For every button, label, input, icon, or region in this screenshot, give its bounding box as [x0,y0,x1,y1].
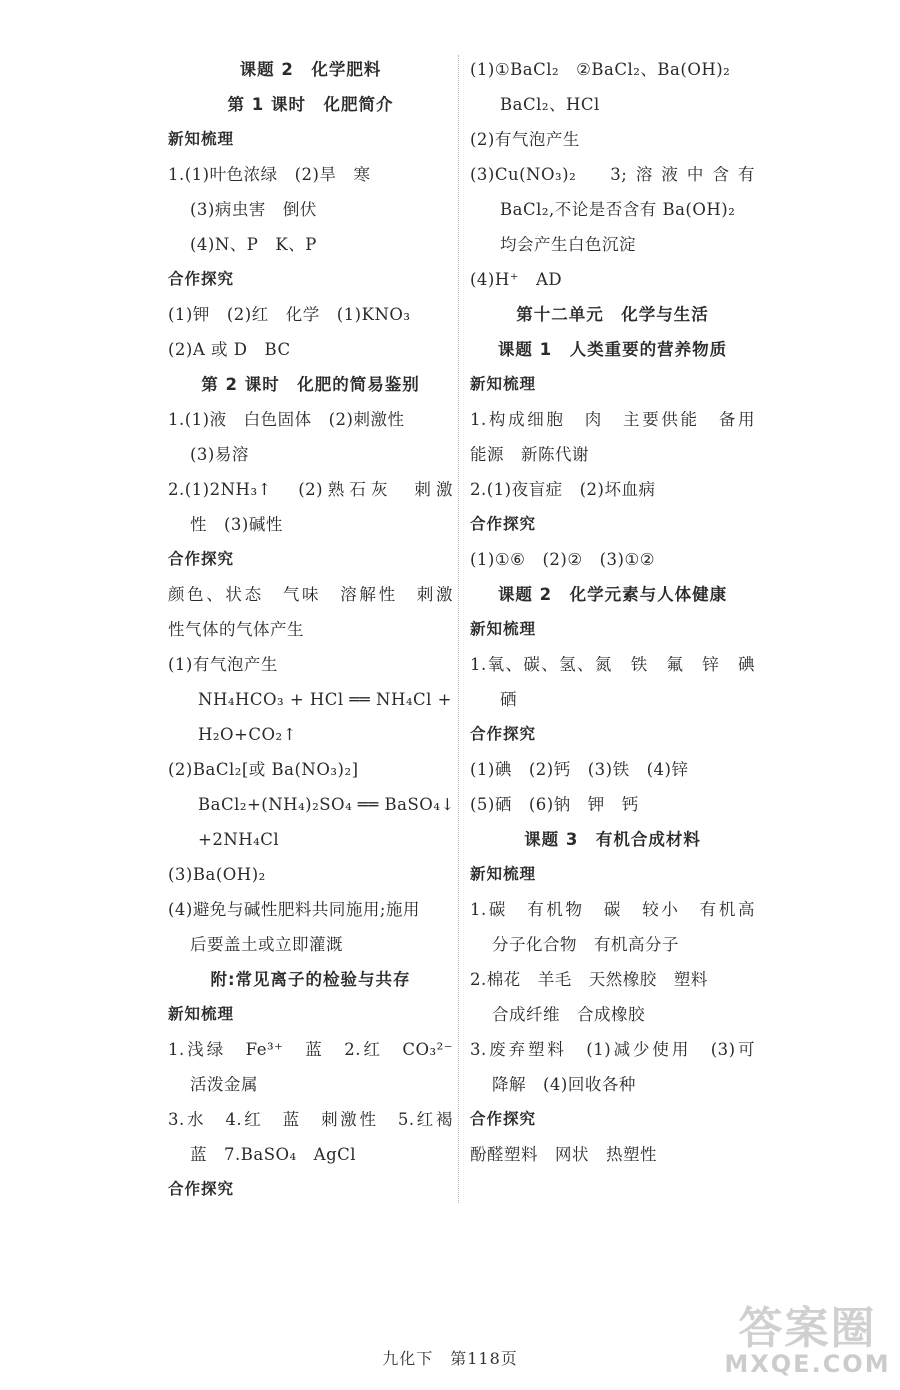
answer-line: BaCl₂+(NH₄)₂SO₄ ══ BaSO₄↓ [198,795,455,814]
page-footer: 九化下 第118页 [382,1349,518,1368]
subsection-label: 新知梳理 [470,865,537,883]
answer-line: (4)H⁺ AD [470,270,563,289]
subsection-label: 新知梳理 [168,1005,235,1023]
watermark-logo [720,1292,895,1387]
answer-line: 酚醛塑料 网状 热塑性 [470,1145,657,1164]
answer-line: 分子化合物 有机高分子 [492,935,679,954]
answer-line: +2NH₄Cl [198,830,280,849]
answer-line: 活泼金属 [190,1075,258,1094]
answer-line: (3)Cu(NO₃)₂ 3;溶液中含有 [470,165,755,184]
answer-line: (3)易溶 [190,445,249,464]
answer-line: 1.浅绿 Fe³⁺ 蓝 2.红 CO₃²⁻ [168,1040,453,1059]
section-heading: 附:常见离子的检验与共存 [210,970,411,989]
answer-line: 1.碳 有机物 碳 较小 有机高 [470,900,755,919]
answer-line: 均会产生白色沉淀 [500,235,636,254]
answer-line: 后要盖土或立即灌溉 [190,935,343,954]
answer-line: (4)避免与碱性肥料共同施用;施用 [168,900,420,919]
answer-line: 降解 (4)回收各种 [492,1075,636,1094]
subsection-label: 合作探究 [168,1180,235,1198]
answer-line: 1.构成细胞 肉 主要供能 备用 [470,410,755,429]
subsection-label: 合作探究 [168,550,235,568]
subsection-label: 新知梳理 [470,620,537,638]
subsection-label: 合作探究 [470,725,537,743]
section-heading: 第 1 课时 化肥简介 [227,95,394,114]
subsection-label: 合作探究 [470,1110,537,1128]
subsection-label: 新知梳理 [168,130,235,148]
subsection-label: 合作探究 [470,515,537,533]
section-heading: 课题 2 化学肥料 [239,60,382,79]
answer-line: 1.氧、碳、氢、氮 铁 氟 锌 碘 [470,655,755,674]
answer-line: (5)硒 (6)钠 钾 钙 [470,795,639,814]
answer-line: (1)钾 (2)红 化学 (1)KNO₃ [168,305,411,324]
answer-line: 性 (3)碱性 [190,515,283,534]
watermark-site-mark: MXQE.COM [724,1350,891,1378]
answer-line: 1.(1)液 白色固体 (2)刺激性 [168,410,405,429]
answer-line: BaCl₂,不论是否含有 Ba(OH)₂ [500,200,736,219]
answer-line: 合成纤维 合成橡胶 [492,1005,645,1024]
answer-line: 3.水 4.红 蓝 刺激性 5.红褐 [168,1110,453,1129]
answer-line: 能源 新陈代谢 [470,445,589,464]
answer-line: (2)有气泡产生 [470,130,580,149]
answer-line: H₂O+CO₂↑ [198,725,297,744]
answer-line: 1.(1)叶色浓绿 (2)旱 寒 [168,165,371,184]
answer-line: 颜色、状态 气味 溶解性 刺激 [168,585,453,604]
answer-line: 2.棉花 羊毛 天然橡胶 塑料 [470,970,708,989]
answer-line: (4)N、P K、P [190,235,317,254]
answer-line: (1)碘 (2)钙 (3)铁 (4)锌 [470,760,689,779]
section-heading: 课题 1 人类重要的营养物质 [497,340,728,359]
answer-line: (2)A 或 D BC [168,340,291,359]
answer-line: 蓝 7.BaSO₄ AgCl [190,1145,357,1164]
column-divider [458,55,459,1203]
answer-line: (1)有气泡产生 [168,655,278,674]
answer-line: 2.(1)2NH₃↑ (2)熟石灰 刺激 [168,480,453,499]
section-heading: 第 2 课时 化肥的简易鉴别 [201,375,420,394]
answer-line: 2.(1)夜盲症 (2)坏血病 [470,480,656,499]
left-column [168,52,453,1207]
answer-line: BaCl₂、HCl [500,95,600,114]
section-heading: 第十二单元 化学与生活 [516,305,709,324]
answer-line: (1)①BaCl₂ ②BaCl₂、Ba(OH)₂ [470,60,731,79]
answer-line: (1)①⑥ (2)② (3)①② [470,550,656,569]
answer-line: (2)BaCl₂[或 Ba(NO₃)₂] [168,760,359,779]
right-column [470,52,755,1172]
answer-line: 3.废弃塑料 (1)减少使用 (3)可 [470,1040,755,1059]
answer-line: 性气体的气体产生 [168,620,304,639]
answer-line: 硒 [500,690,517,709]
answer-line: (3)病虫害 倒伏 [190,200,317,219]
answer-line: (3)Ba(OH)₂ [168,865,266,884]
answer-line: NH₄HCO₃ + HCl ══ NH₄Cl + [198,690,452,709]
section-heading: 课题 2 化学元素与人体健康 [497,585,728,604]
section-heading: 课题 3 有机合成材料 [524,830,701,849]
subsection-label: 合作探究 [168,270,235,288]
subsection-label: 新知梳理 [470,375,537,393]
watermark-logo-mark: 答案圈 [738,1303,877,1354]
